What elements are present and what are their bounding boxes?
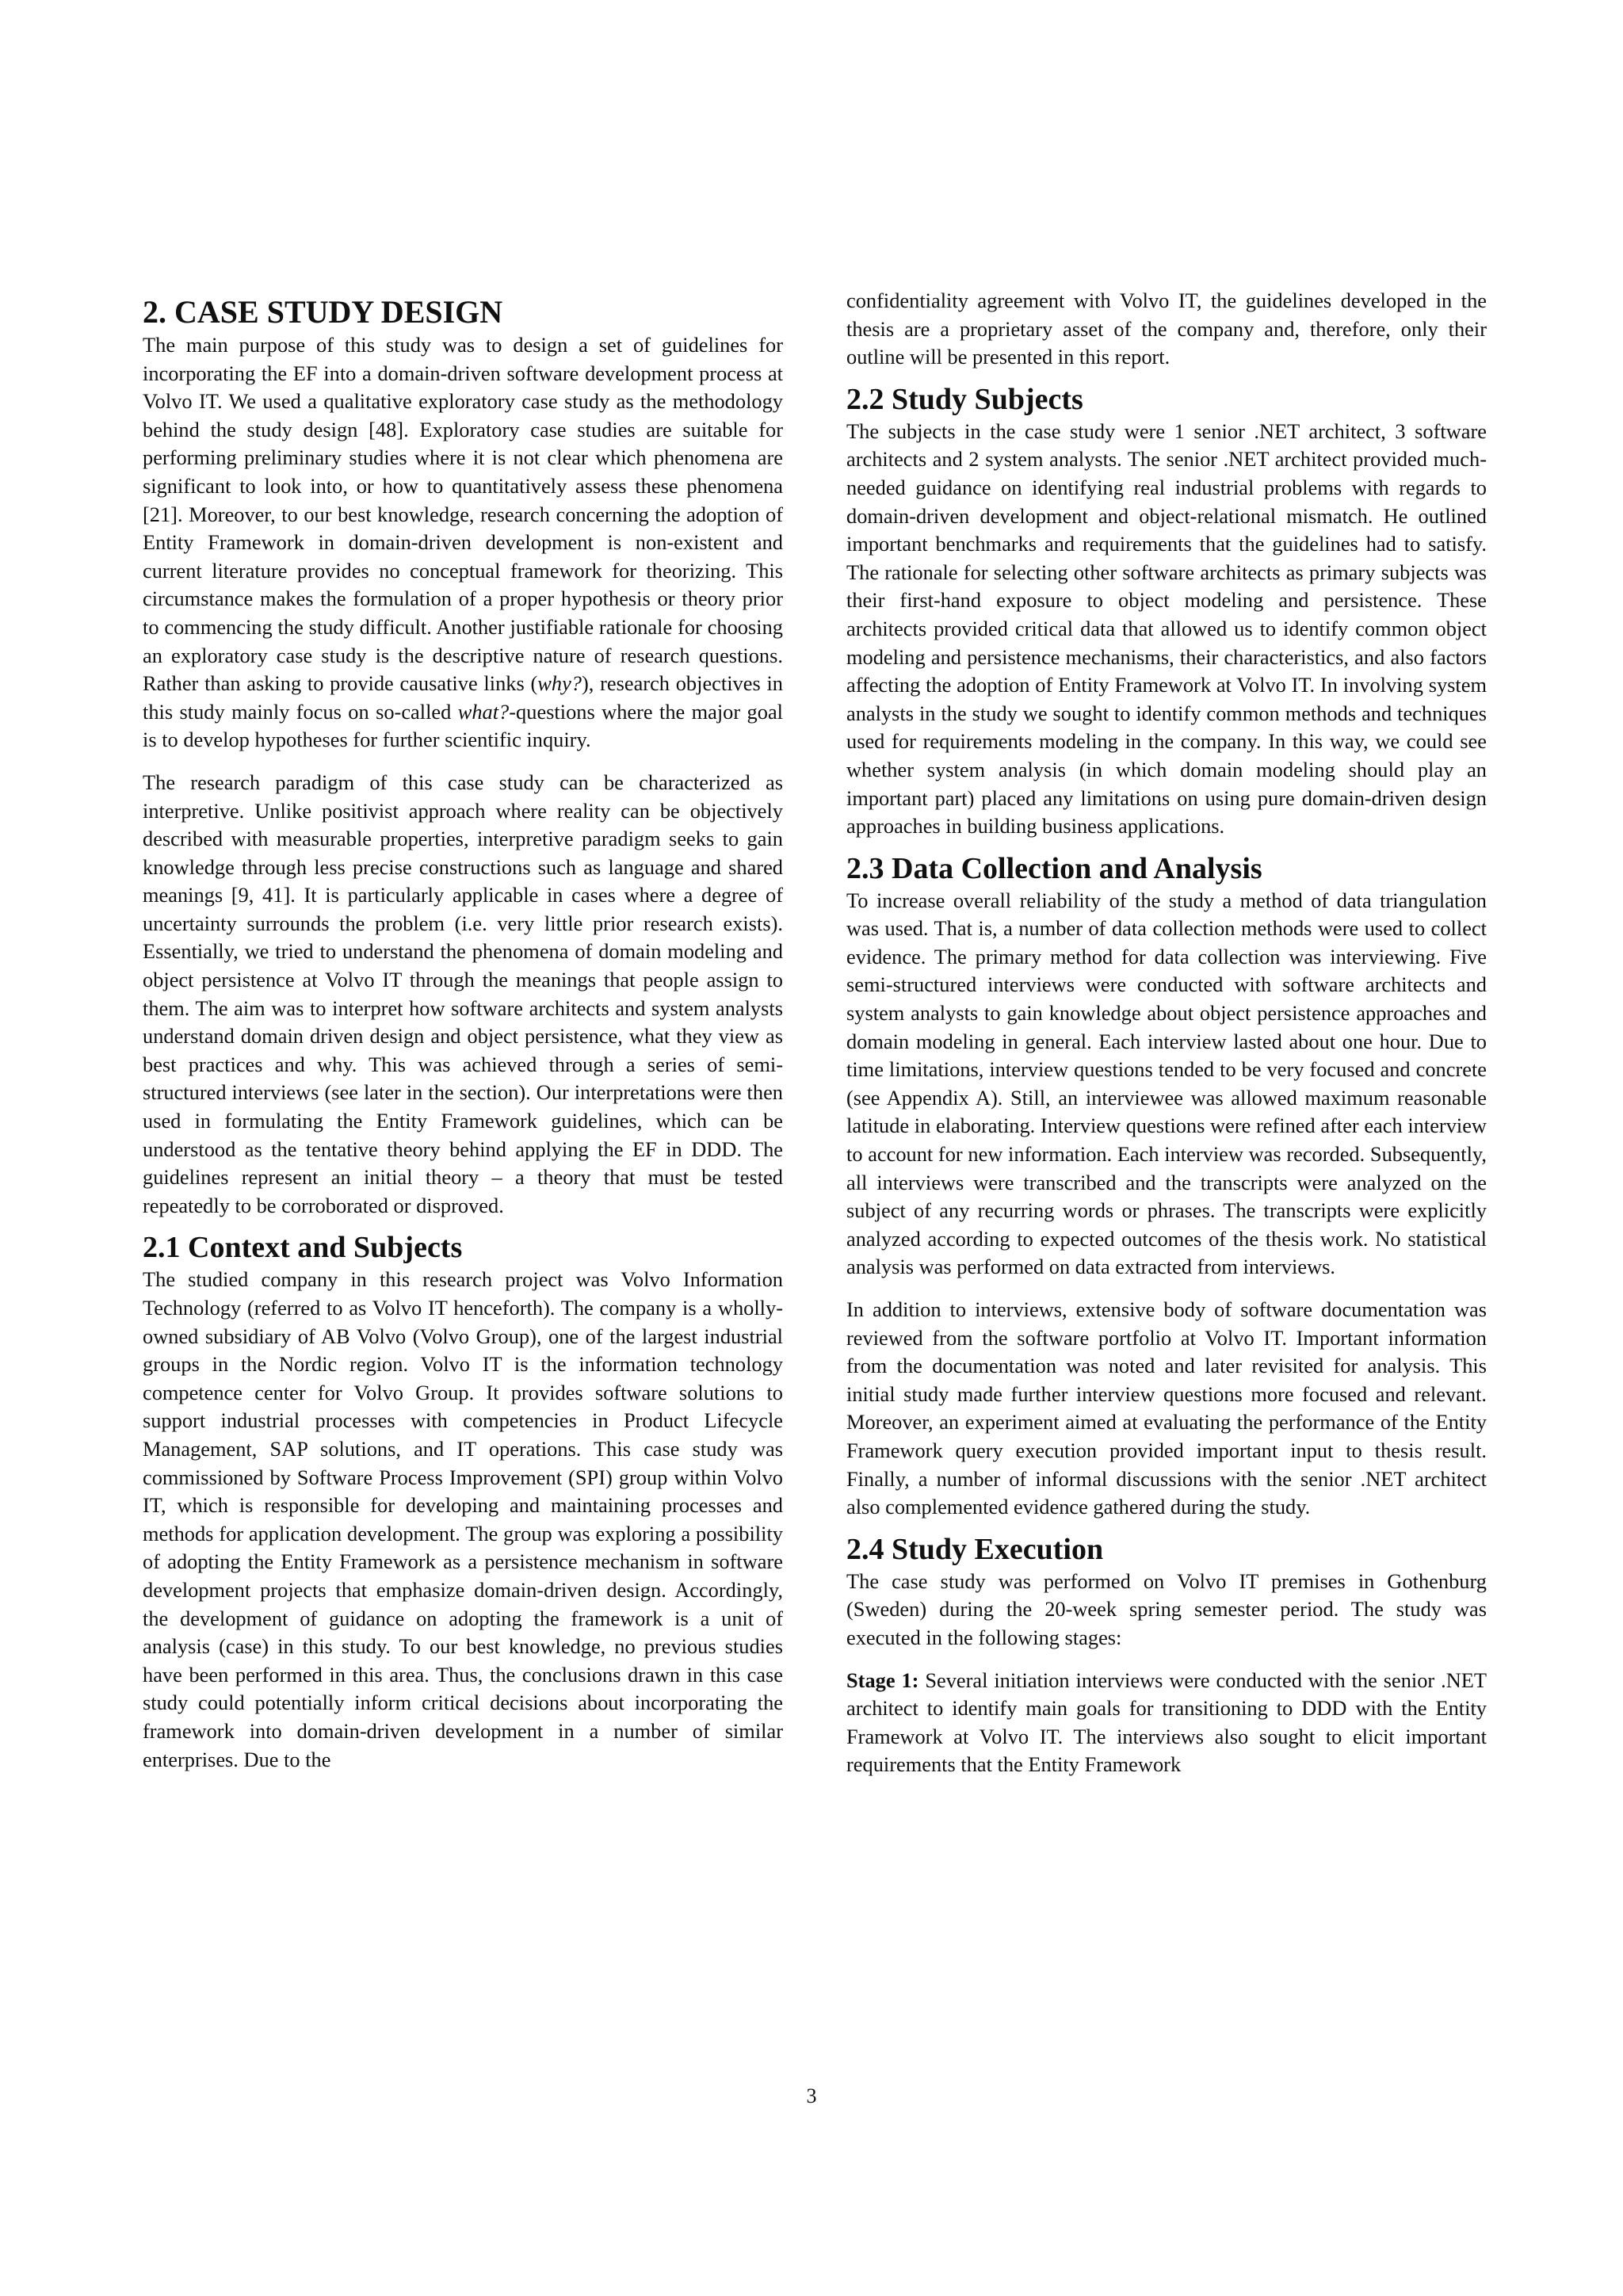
execution-paragraph: The case study was performed on Volvo IT premises in Gothenburg (Sweden) during the 20-week spring semester period. The study was executed in the following stages: [846, 1568, 1487, 1649]
page-number: 3 [806, 2084, 817, 2107]
stage-1-label: Stage 1: [846, 1668, 919, 1692]
subsection-title-2-4: 2.4 Study Execution [846, 1532, 1104, 1566]
left-column [143, 287, 783, 1774]
intro-emphasis-why: why? [537, 671, 582, 696]
section-title: 2. CASE STUDY DESIGN [143, 294, 503, 330]
intro-text-b: ), research objectives in this study mainly focus on so-called [143, 671, 783, 724]
stage-1-paragraph [846, 1667, 1487, 1779]
intro-text-a: The main purpose of this study was to design a set of guidelines for incorporating the EF into a domain-driven software development process at Volvo IT. We used a qualitative exploratory case study as the methodology behind the study design [48]. Exploratory case studies are suitable for performing preliminary studies where it is not clear which phenomena are significant to look into, or how to quantitatively assess these phenomena [21]. Moreover, to our best knowledge, research concerning the adoption of Entity Framework in domain-driven development is non-existent and current literature provides no conceptual framework for theorizing. This circumstance makes the formulation of a proper hypothesis or theory prior to commencing the study difficult. Another justifiable rationale for choosing an exploratory case study is the descriptive nature of research questions. Rather than asking to provide causative links ( [143, 333, 783, 696]
context-paragraph: The studied company in this research project was Volvo Information Technology (referred to as Volvo IT henceforth). The company is a wholly-owned subsidiary of AB Volvo (Volvo Group), one of the largest industrial groups in the Nordic region. Volvo IT is the information technology competence center for Volvo Group. It provides software solutions to support industrial processes with competencies in Product Lifecycle Management, SAP solutions, and IT operations. This case study was commissioned by Software Process Improvement (SPI) group within Volvo IT, which is responsible for developing and maintaining processes and methods for application development. The group was exploring a possibility of adopting the Entity Framework as a persistence mechanism in software development projects that emphasize domain-driven design. Accordingly, the development of guidance on adopting the framework is a unit of analysis (case) in this study. To our best knowledge, no previous studies have been performed in this area. Thus, the conclusions drawn in this case study could potentially inform critical decisions about incorporating the framework into domain-driven development in a number of similar enterprises. Due to the [143, 1267, 783, 1771]
stage-1-text: Several initiation interviews were conducted with the senior .NET architect to identify main goals for transitioning to DDD with the Entity Framework at Volvo IT. The interviews also sought to elicit important requirements that the Entity Framework [846, 1668, 1487, 1777]
intro-text-c: -questions where the major goal is to develop hypotheses for further scientific inquiry. [143, 699, 783, 752]
data-collection-paragraph-1: To increase overall reliability of the study a method of data triangulation was used. That is, a number of data collection methods were used to collect evidence. The primary method for data collection was interviewing. Five semi-structured interviews were conducted with software architects and system analysts to gain knowledge about object persistence approaches and domain modeling in general. Each interview lasted about one hour. Due to time limitations, interview questions tended to be very focused and concrete (see Appendix A). Still, an interviewee was allowed maximum reasonable latitude in elaborating. Interview questions were refined after each interview to account for new information. Each interview was recorded. Subsequently, all interviews were transcribed and the transcripts were analyzed on the subject of any recurring words or phrases. The transcripts were explicitly analyzed according to expected outcomes of the thesis work. No statistical analysis was performed on data extracted from interviews. [846, 888, 1487, 1279]
intro-paragraph [143, 331, 783, 755]
paradigm-paragraph: The research paradigm of this case study can be characterized as interpretive. Unlike positivist approach where reality can be objectively described with measurable properties, interpretive paradigm seeks to gain knowledge through less precise constructions such as language and shared meanings [9, 41]. It is particularly applicable in cases where a degree of uncertainty surrounds the problem (i.e. very little prior research exists). Essentially, we tried to understand the phenomena of domain modeling and object persistence at Volvo IT through the meanings that people assign to them. The aim was to interpret how software architects and system analysts understand domain driven design and object persistence, what they view as best practices and why. This was achieved through a series of semi-structured interviews (see later in the section). Our interpretations were then used in formulating the Entity Framework guidelines, which can be understood as the tentative theory behind applying the EF in DDD. The guidelines represent an initial theory – a theory that must be tested repeatedly to be corroborated or disproved. [143, 770, 783, 1217]
continuation-paragraph: confidentiality agreement with Volvo IT, the guidelines developed in the thesis are a proprietary asset of the company and, therefore, only their outline will be presented in this report. [846, 288, 1487, 369]
subsection-title-2-1: 2.1 Context and Subjects [143, 1231, 463, 1265]
subsection-title-2-2: 2.2 Study Subjects [846, 382, 1083, 416]
right-column [846, 287, 1487, 1779]
subsection-title-2-3: 2.3 Data Collection and Analysis [846, 851, 1262, 885]
subjects-paragraph: The subjects in the case study were 1 senior .NET architect, 3 software architects and 2 system analysts. The senior .NET architect provided much-needed guidance on identifying real industrial problems with regards to domain-driven development and object-relational mismatch. He outlined important benchmarks and requirements that the guidelines had to satisfy. The rationale for selecting other software architects as primary subjects was their first-hand exposure to object modeling and persistence. These architects provided critical data that allowed us to identify common object modeling and persistence mechanisms, their characteristics, and also factors affecting the adoption of Entity Framework at Volvo IT. In involving system analysts in the study we sought to identify common methods and techniques used for requirements modeling in the company. In this way, we could see whether system analysis (in which domain modeling should play an important part) placed any limitations on using pure domain-driven design approaches in building business applications. [846, 418, 1487, 839]
data-collection-paragraph-2: In addition to interviews, extensive body of software documentation was reviewed from the software portfolio at Volvo IT. Important information from the documentation was noted and later revisited for analysis. This initial study made further interview questions more focused and relevant. Moreover, an experiment aimed at evaluating the performance of the Entity Framework query execution provided important input to thesis result. Finally, a number of informal discussions with the senior .NET architect also complemented evidence gathered during the study. [846, 1297, 1487, 1519]
intro-emphasis-what: what? [457, 699, 510, 724]
